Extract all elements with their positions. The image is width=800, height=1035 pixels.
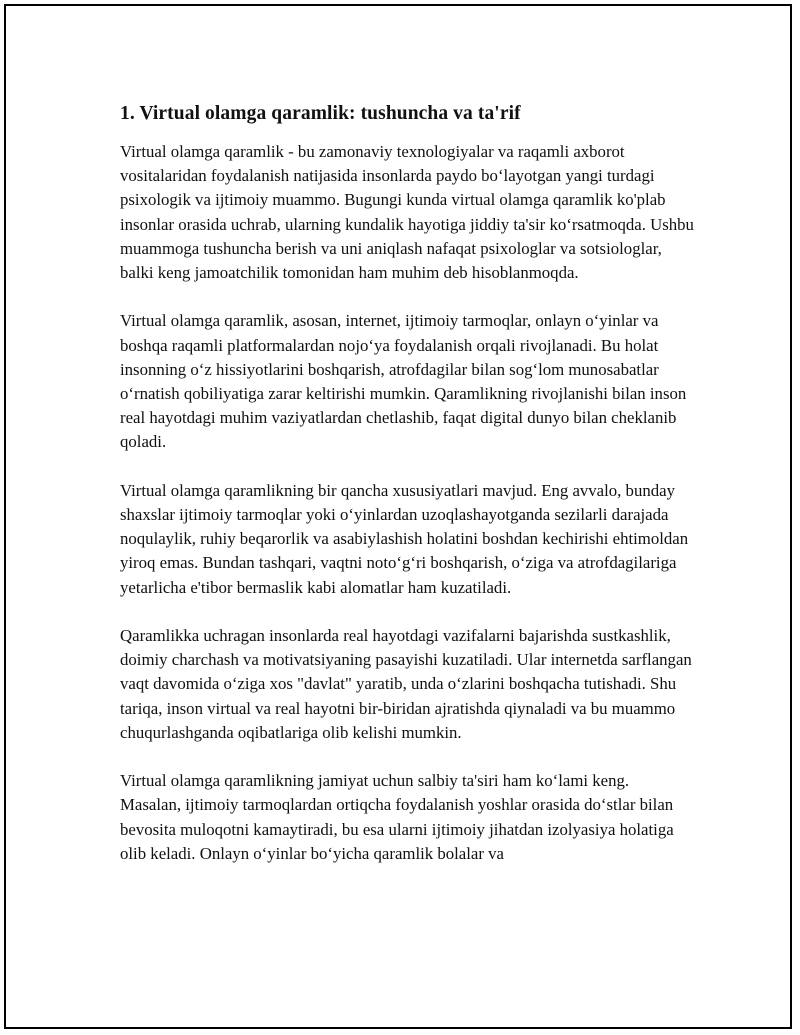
page-frame — [4, 4, 792, 1029]
paragraph-5: Virtual olamga qaramlikning jamiyat uchun salbiy ta'siri ham ko‘lami keng. Masalan, ijtimoiy tarmoqlardan ortiqcha foydalanish yoshlar orasida do‘stlar bilan bevosita muloqotni kamaytiradi, bu esa ularni ijtimoiy jihatdan izolyasiya holatiga olib keladi. Onlayn o‘yinlar bo‘yicha qaramlik bolalar va — [120, 771, 674, 863]
paragraph-2: Virtual olamga qaramlik, asosan, internet, ijtimoiy tarmoqlar, onlayn o‘yinlar va boshqa raqamli platformalardan nojo‘ya foydalanish orqali rivojlanadi. Bu holat insonning o‘z hissiyotlarini boshqarish, atrofdagilar bilan sog‘lom munosabatlar o‘rnatish qobiliyatiga zarar keltirishi mumkin. Qaramlikning rivojlanishi bilan inson real hayotdagi muhim vaziyatlardan chetlashib, faqat digital dunyo bilan cheklanib qoladi. — [120, 311, 687, 452]
document-body — [120, 102, 694, 890]
paragraph-4: Qaramlikka uchragan insonlarda real hayotdagi vazifalarni bajarishda sustkashlik, doimiy charchash va motivatsiyaning pasayishi kuzatiladi. Ular internetda sarflangan vaqt davomida o‘ziga xos "davlat" yaratib, unda o‘zlarini boshqacha tutishadi. Shu tariqa, inson virtual va real hayotni bir-biridan ajratishda qiynaladi va bu muammo chuqurlashganda oqibatlariga olib kelishi mumkin. — [120, 626, 692, 742]
section-heading: 1. Virtual olamga qaramlik: tushuncha va ta'rif — [120, 103, 521, 124]
paragraph-3: Virtual olamga qaramlikning bir qancha xususiyatlari mavjud. Eng avvalo, bunday shaxslar ijtimoiy tarmoqlar yoki o‘yinlardan uzoqlashayotganda sezilarli darajada noqulaylik, ruhiy beqarorlik va asabiylashish holatini boshdan kechirishi ehtimoldan yiroq emas. Bundan tashqari, vaqtni noto‘g‘ri boshqarish, o‘ziga va atrofdagilariga yetarlicha e'tibor bermaslik kabi alomatlar ham kuzatiladi. — [120, 480, 689, 597]
paragraph-1: Virtual olamga qaramlik - bu zamonaviy texnologiyalar va raqamli axborot vositalaridan foydalanish natijasida insonlarda paydo bo‘layotgan yangi turdagi psixologik va ijtimoiy muammo. Bugungi kunda virtual olamga qaramlik ko'plab insonlar orasida uchrab, ularning kundalik hayotiga jiddiy ta'sir ko‘rsatmoqda. Ushbu muammoga tushuncha berish va uni aniqlash nafaqat psixologlar va sotsiologlar, balki keng jamoatchilik tomonidan ham muhim deb hisoblanmoqda. — [120, 142, 694, 283]
